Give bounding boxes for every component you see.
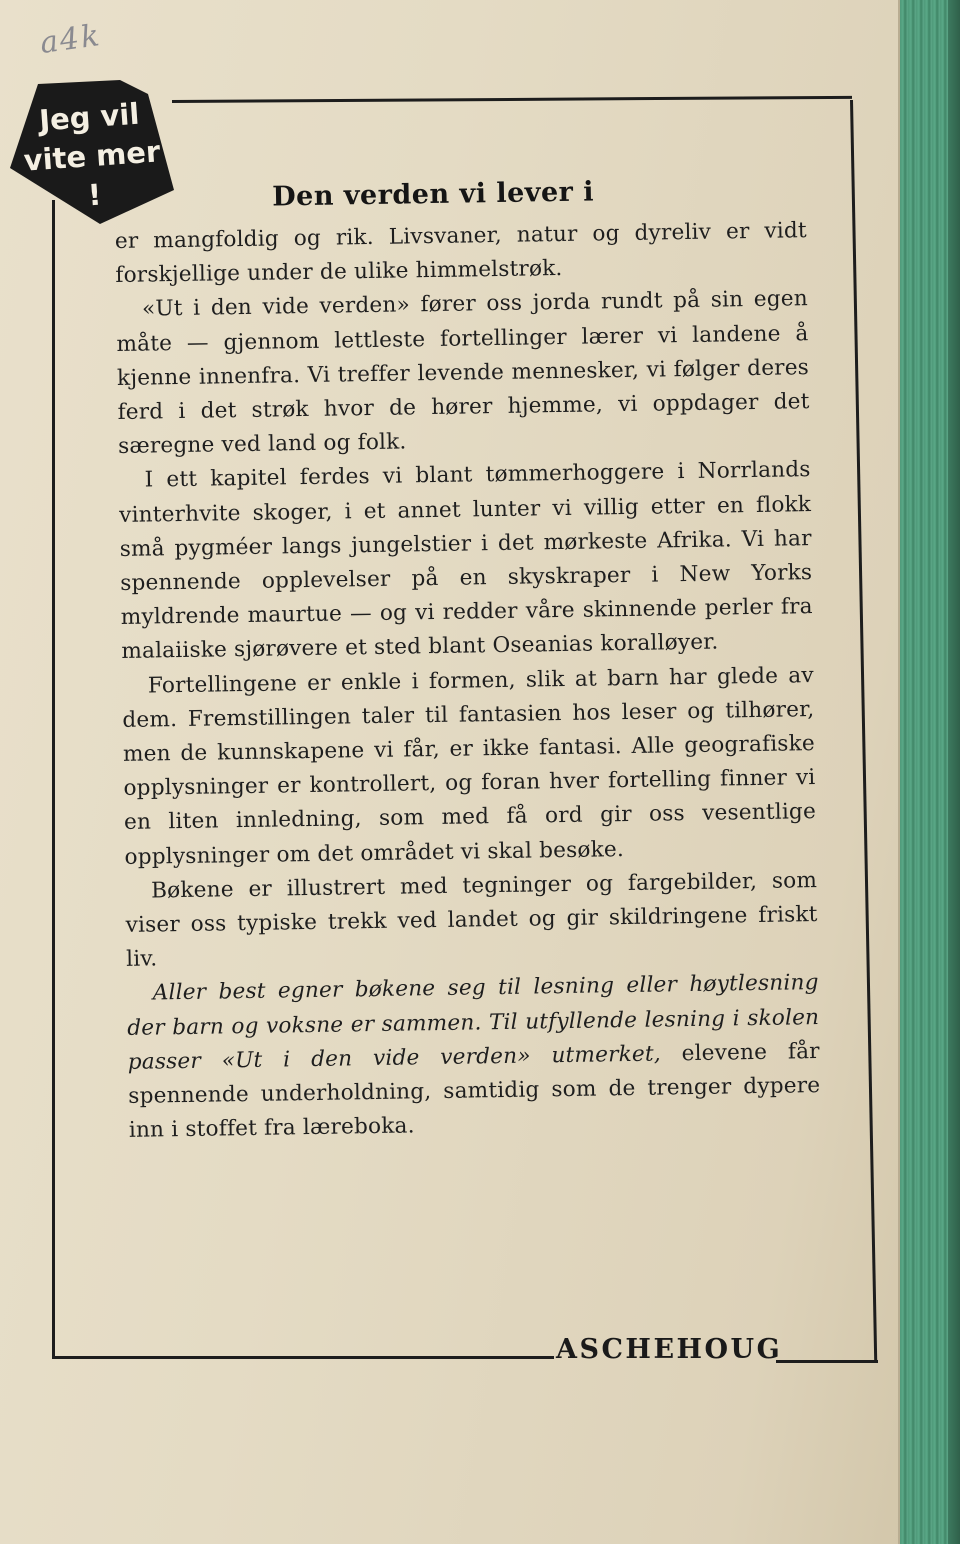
paragraph-2: «Ut i den vide verden» fører oss jorda rundt på sin egen måte — gjennom lettleste fortellinger lærer vi landene å kjenne innenfra. Vi treffer levende mennesker, vi følger deres ferd i det strøk hvor de hører hjemme, vi oppdager det særegne ved land og folk. (116, 286, 810, 460)
paragraph-3: I ett kapitel ferdes vi blant tømmerhoggere i Norrlands vinterhvite skoger, i et annet lunter vi villig etter en flokk små pygméer langs jungelstier i det mørkeste Afrika. Vi har spennende opplevelser på en skyskraper i New Yorks myldrende maurtue — og vi redder våre skinnende perler fra malaiiske sjørøvere et sted blant Oseanias koralløyer. (119, 457, 813, 665)
paragraph-5: Bøkene er illustrert med tegninger og fargebilder, som viser oss typiske trekk ved landet og gir skildringene friskt liv. (125, 867, 818, 973)
blurb-text (114, 173, 821, 1148)
handwritten-note: a4k (37, 17, 104, 62)
badge-line-1: Jeg vil (38, 96, 141, 138)
frame-bottom-line-right (776, 1360, 878, 1363)
book-spine-edge (948, 0, 960, 1544)
paragraph-4: Fortellingene er enkle i formen, slik at barn har glede av dem. Fremstillingen taler til fantasien hos leser og tilhører, men de kunnskapene vi får, er ikke fantasi. Alle geografiske opplysninger er kontrollert, og foran hver fortelling finner vi en liten innledning, som med få ord gir oss vesentlige opplysninger om det området vi skal besøke. (122, 662, 817, 870)
blurb-heading: Den verden vi lever i (271, 176, 595, 213)
paragraph-6 (126, 967, 821, 1149)
badge-line-3: ! (86, 177, 103, 213)
frame-bottom-line-left (52, 1356, 554, 1359)
paragraph-1: er mangfoldig og rik. Livsvaner, natur og dyreliv er vidt forskjellige under de ulike himmelstrøk. (114, 218, 808, 289)
paragraph-6-regular: elevene får spennende underholdning, samtidig som de trenger dypere inn i stoffet fra læreboka. (128, 1038, 821, 1144)
paragraph-6-italic: Aller best egner bøkene seg til lesning eller høytlesning der barn og voksne er sammen. Til utfyllende lesning i skolen passer «Ut i den vide verden» utmerket, (127, 970, 820, 1075)
publisher-name: ASCHEHOUG (556, 1334, 783, 1365)
badge-line-2: vite mer (22, 134, 162, 178)
frame-left-line (52, 200, 55, 1358)
